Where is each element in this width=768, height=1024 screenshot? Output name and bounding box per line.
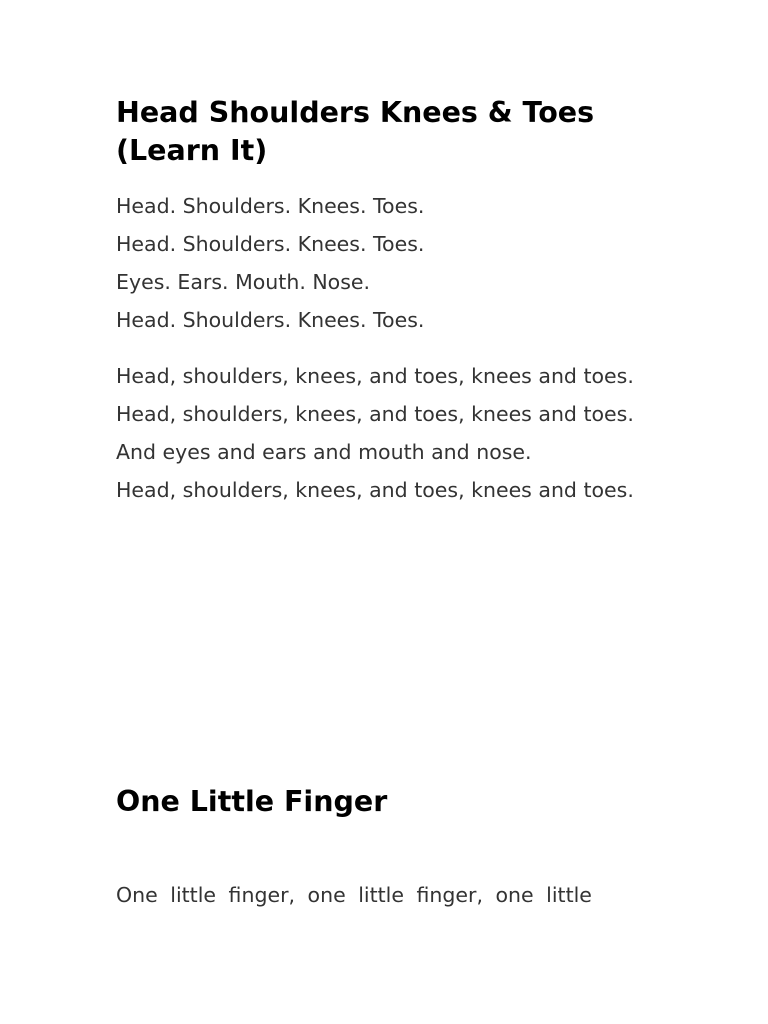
lyric-line: Eyes. Ears. Mouth. Nose. — [116, 270, 371, 294]
lyric-line: One little finger, one little finger, one little — [116, 883, 592, 907]
lyric-line: Head, shoulders, knees, and toes, knees and toes. — [116, 364, 634, 388]
lyric-line: Head, shoulders, knees, and toes, knees and toes. — [116, 402, 634, 426]
lyrics-stanza — [116, 876, 656, 914]
lyric-line: Head, shoulders, knees, and toes, knees and toes. — [116, 478, 634, 502]
lyric-line: Head. Shoulders. Knees. Toes. — [116, 194, 425, 218]
song-title: Head Shoulders Knees & Toes (Learn It) — [116, 96, 595, 167]
lyric-line: Head. Shoulders. Knees. Toes. — [116, 308, 425, 332]
lyric-line: Head. Shoulders. Knees. Toes. — [116, 232, 425, 256]
lyrics-stanza — [116, 357, 651, 509]
lyrics-stanza — [116, 187, 651, 339]
song-title: One Little Finger — [116, 785, 388, 818]
lyric-line: And eyes and ears and mouth and nose. — [116, 440, 532, 464]
